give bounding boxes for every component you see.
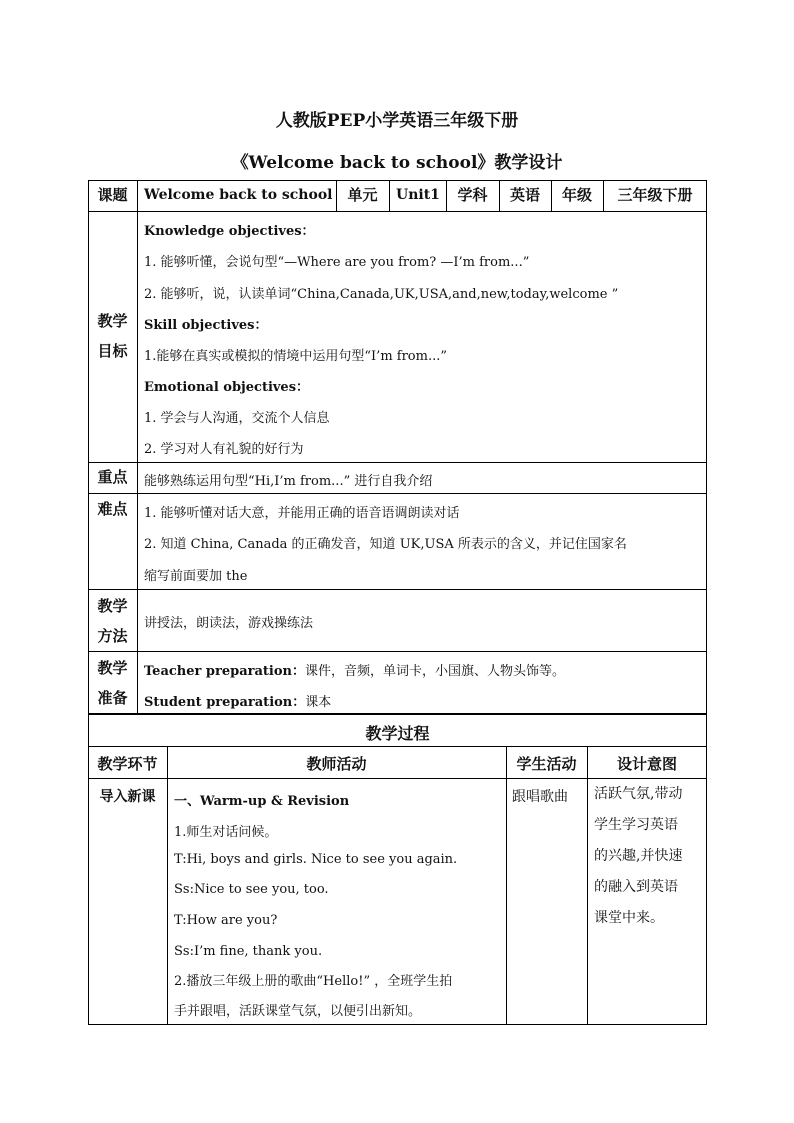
topic-value: Welcome back to school bbox=[144, 187, 333, 203]
method-text: 讲授法，朗读法，游戏操练法 bbox=[144, 616, 314, 631]
preparation-label: 教学 准备 bbox=[97, 659, 128, 707]
knowledge-item: 2. 能够听，说，认读单词“China,Canada,UK,USA,and,new,today,welcome ” bbox=[144, 287, 619, 302]
difficulty-line: 2. 知道 China, Canada 的正确发音，知道 UK,USA 所表示的含义，并记住国家名 bbox=[144, 537, 627, 552]
knowledge-objectives-heading: Knowledge objectives： bbox=[144, 224, 315, 239]
skill-item: 1.能够在真实或模拟的情境中运用句型“I’m from...” bbox=[144, 349, 447, 364]
subject-value: 英语 bbox=[509, 186, 540, 204]
header-teacher-activity: 教师活动 bbox=[306, 755, 367, 773]
unit-value: Unit1 bbox=[396, 187, 440, 203]
grade-value: 三年级下册 bbox=[617, 186, 693, 204]
section-heading: 一、Warm-up & Revision bbox=[174, 794, 350, 809]
teacher-activity-line: T:How are you? bbox=[174, 913, 278, 928]
stage-name: 导入新课 bbox=[99, 789, 156, 805]
student-activity: 跟唱歌曲 bbox=[512, 789, 568, 805]
teacher-activity-line: Ss:I’m fine, thank you. bbox=[174, 944, 323, 959]
teacher-preparation: Teacher preparation：课件，音频，单词卡，小国旗、人物头饰等。 bbox=[144, 664, 565, 679]
method-label: 教学 方法 bbox=[97, 597, 128, 645]
grade-label: 年级 bbox=[561, 186, 592, 204]
teacher-activity-line: Ss:Nice to see you, too. bbox=[174, 882, 329, 897]
emotional-item: 1. 学会与人沟通，交流个人信息 bbox=[144, 411, 330, 426]
document-title: 人教版PEP小学英语三年级下册 bbox=[275, 111, 519, 131]
teacher-activity-line: 2.播放三年级上册的歌曲“Hello!” ，全班学生拍 bbox=[174, 974, 453, 989]
difficulty-line: 1. 能够听懂对话大意，并能用正确的语音语调朗读对话 bbox=[144, 506, 460, 521]
teacher-activity-line: 1.师生对话问候。 bbox=[174, 825, 278, 840]
key-point-text: 能够熟练运用句型“Hi,I’m from...” 进行自我介绍 bbox=[144, 474, 433, 489]
emotional-item: 2. 学习对人有礼貌的好行为 bbox=[144, 442, 304, 457]
document-subtitle: 《Welcome back to school》教学设计 bbox=[231, 153, 563, 173]
key-point-label: 重点 bbox=[97, 468, 128, 486]
difficulty-label: 难点 bbox=[97, 500, 128, 518]
knowledge-item: 1. 能够听懂，会说句型“—Where are you from? —I’m from...” bbox=[144, 255, 530, 270]
process-title: 教学过程 bbox=[365, 724, 430, 743]
teacher-activity-line: 手并跟唱，活跃课堂气氛，以便引出新知。 bbox=[174, 1004, 422, 1019]
topic-label: 课题 bbox=[97, 186, 128, 204]
emotional-objectives-heading: Emotional objectives： bbox=[144, 380, 310, 395]
student-preparation: Student preparation：课本 bbox=[144, 695, 332, 710]
unit-label: 单元 bbox=[347, 186, 378, 204]
teacher-activity-line: T:Hi, boys and girls. Nice to see you again. bbox=[174, 852, 458, 867]
header-student-activity: 学生活动 bbox=[516, 755, 577, 773]
objectives-label: 教学 目标 bbox=[97, 312, 128, 360]
difficulty-line: 缩写前面要加 the bbox=[144, 569, 248, 584]
design-purpose: 活跃气氛,带动 学生学习英语 的兴趣,并快速 的融入到英语 课堂中来。 bbox=[594, 786, 683, 926]
header-purpose: 设计意图 bbox=[616, 755, 677, 773]
subject-label: 学科 bbox=[457, 186, 488, 204]
skill-objectives-heading: Skill objectives： bbox=[144, 318, 268, 333]
header-stage: 教学环节 bbox=[97, 755, 158, 773]
